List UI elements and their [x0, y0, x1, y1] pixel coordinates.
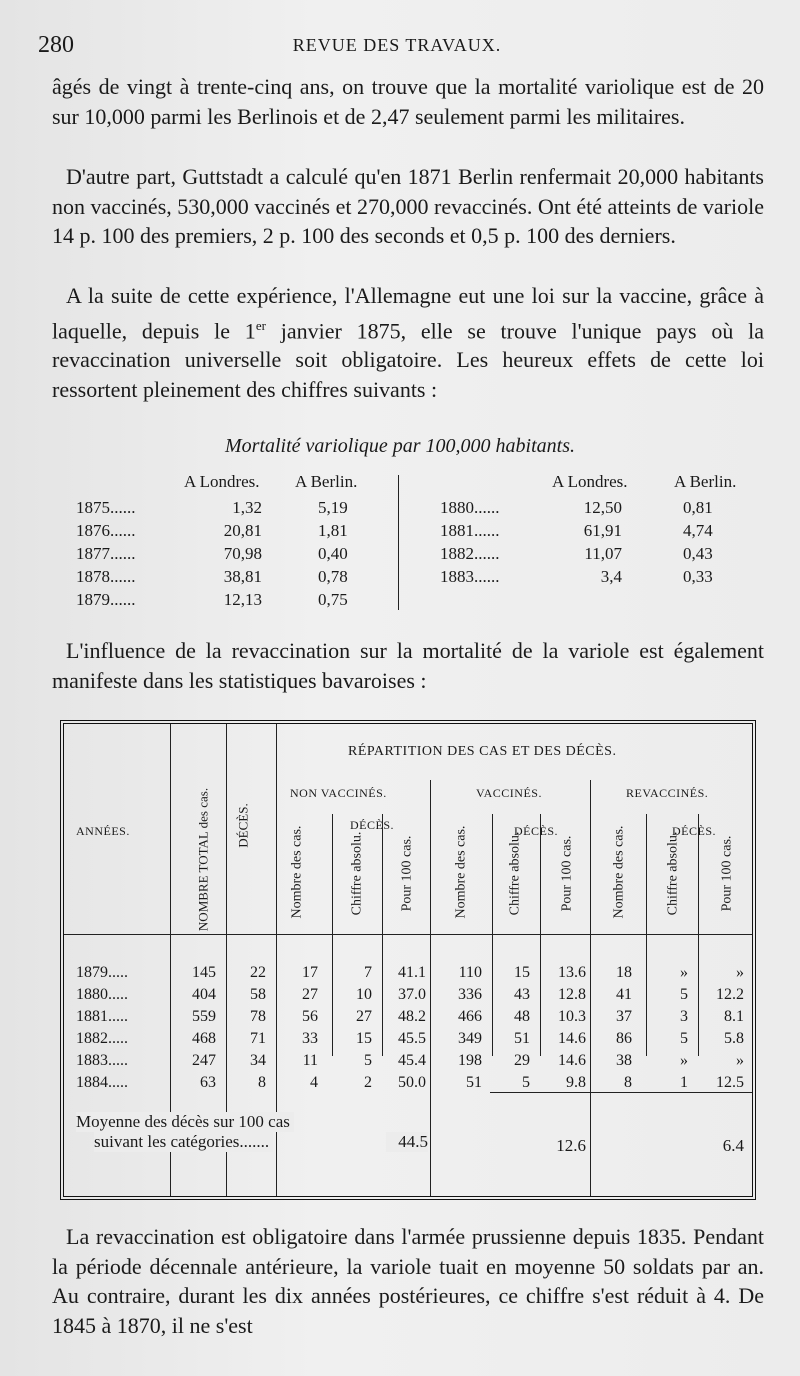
vac-pct-header: Pour 100 cas. [559, 835, 575, 912]
vac-cases: 349 [458, 1030, 482, 1047]
london-value: 1,32 [232, 498, 262, 517]
superscript-er: er [255, 317, 266, 333]
rev-cases: 86 [616, 1030, 632, 1047]
london-value: 12,50 [583, 498, 622, 517]
left-header-berlin: A Berlin. [295, 472, 358, 491]
london-value: 61,91 [583, 521, 622, 540]
vac-abs-header: Chiffre absolu. [507, 831, 523, 916]
total: 247 [192, 1052, 216, 1069]
average-label-line1: Moyenne des décès sur 100 cas [76, 1112, 294, 1132]
vac-abs: 15 [514, 964, 530, 981]
deaths-header: DÉCÈS. [235, 803, 251, 848]
rule [382, 814, 383, 1056]
table-divider [398, 475, 399, 610]
vac-cases: 51 [466, 1074, 482, 1091]
rev-pct: » [736, 964, 744, 981]
group-non-vaccinated: NON VACCINÉS. [290, 786, 387, 800]
berlin-value: 0,78 [318, 567, 348, 586]
berlin-value: 0,43 [683, 544, 713, 563]
deaths: 58 [250, 986, 266, 1003]
vac-pct: 13.6 [558, 964, 586, 981]
london-value: 12,13 [223, 590, 262, 609]
distribution-title: RÉPARTITION DES CAS ET DES DÉCÈS. [348, 744, 617, 759]
page-number: 280 [38, 32, 74, 58]
year: 1878...... [76, 567, 136, 586]
group-vaccinated: VACCINÉS. [476, 786, 542, 800]
paragraph-1: âgés de vingt à trente-cinq ans, on trouve que la mortalité variolique est de 20 sur 10,000 parmi les Berlinois et de 2,47 seulement parmi les militaires. [52, 74, 764, 129]
paragraph-3-text-a: A la suite de cette expérience, l'Allemagne eut une loi sur la vaccine, grâce à laquelle, depuis le 1 [52, 283, 764, 343]
berlin-value: 1,81 [318, 521, 348, 540]
total: 63 [200, 1074, 216, 1091]
rev-pct: 8.1 [724, 1008, 744, 1025]
non-cases: 4 [310, 1074, 318, 1091]
vac-abs: 29 [514, 1052, 530, 1069]
non-pct-header: Pour 100 cas. [399, 835, 415, 912]
rev-cases-header: Nombre des cas. [611, 825, 627, 919]
non-cases: 33 [302, 1030, 318, 1047]
right-header-london: A Londres. [552, 472, 628, 491]
total: 145 [192, 964, 216, 981]
year: 1875...... [76, 498, 136, 517]
mortality-caption: Mortalité variolique par 100,000 habitants. [225, 435, 575, 457]
year: 1882...... [440, 544, 500, 563]
berlin-value: 0,40 [318, 544, 348, 563]
deaths: 34 [250, 1052, 266, 1069]
vac-cases-header: Nombre des cas. [453, 825, 469, 919]
paragraph-3-text-b: janvier 1875, elle se trouve l'unique pays où la revaccination universelle soit obligatoire. Les heureux effets de cette loi ressortent pleinement des chiffres suivants : [52, 317, 764, 402]
non-pct: 50.0 [398, 1074, 426, 1091]
berlin-value: 0,75 [318, 590, 348, 609]
mortality-table [0, 470, 800, 615]
paragraph-3 [52, 281, 764, 404]
non-abs: 10 [356, 986, 372, 1003]
non-pct: 45.4 [398, 1052, 426, 1069]
rev-deaths-subheader: DÉCÈS. [672, 824, 717, 838]
paragraph-2: D'autre part, Guttstadt a calculé qu'en 1871 Berlin renfermait 20,000 habitants non vaccinés, 530,000 vaccinés et 270,000 revaccinés. Ont été atteints de variole 14 p. 100 des premiers, 2 p. 100 des seconds et 0,5 p. 100 des derniers. [52, 164, 764, 248]
year: 1880..... [76, 986, 128, 1003]
vac-cases: 198 [458, 1052, 482, 1069]
vac-cases: 110 [458, 964, 482, 981]
year: 1884..... [76, 1074, 128, 1091]
deaths: 22 [250, 964, 266, 981]
vac-pct: 14.6 [558, 1052, 586, 1069]
total-cases-header: NOMBRE TOTAL des cas. [195, 787, 211, 932]
rev-pct-header: Pour 100 cas. [719, 835, 735, 912]
berlin-value: 5,19 [318, 498, 348, 517]
deaths: 8 [258, 1074, 266, 1091]
right-header-berlin: A Berlin. [674, 472, 737, 491]
non-deaths-subheader: DÉCÈS. [350, 818, 395, 832]
rev-cases: 18 [616, 964, 632, 981]
rev-pct: 12.2 [716, 986, 744, 1003]
vac-abs: 51 [514, 1030, 530, 1047]
vac-cases: 336 [458, 986, 482, 1003]
rev-abs: 5 [680, 1030, 688, 1047]
year: 1877...... [76, 544, 136, 563]
deaths: 78 [250, 1008, 266, 1025]
non-abs: 7 [364, 964, 372, 981]
rule [646, 814, 647, 1056]
year: 1883...... [440, 567, 500, 586]
non-cases: 56 [302, 1008, 318, 1025]
non-pct: 41.1 [398, 964, 426, 981]
average-revaccinated: 6.4 [722, 1136, 744, 1155]
paragraph-5: La revaccination est obligatoire dans l'armée prussienne depuis 1835. Pendant la période décennale antérieure, la variole tuait en moyenne 50 soldats par an. Au contraire, durant les dix années postérieures, ce chiffre s'est réduit à 4. De 1845 à 1870, il ne s'est [52, 1224, 764, 1338]
total: 468 [192, 1030, 216, 1047]
non-pct: 48.2 [398, 1008, 426, 1025]
vac-abs: 43 [514, 986, 530, 1003]
total: 559 [192, 1008, 216, 1025]
non-abs: 15 [356, 1030, 372, 1047]
running-title: REVUE DES TRAVAUX. [292, 35, 502, 55]
header-rule [64, 934, 752, 935]
years-header: ANNÉES. [76, 824, 130, 838]
average-non-vaccinated: 44.5 [386, 1132, 428, 1152]
left-header-london: A Londres. [184, 472, 260, 491]
vac-pct: 14.6 [558, 1030, 586, 1047]
bavarian-table [60, 720, 756, 1200]
vac-pct: 10.3 [558, 1008, 586, 1025]
rule [698, 814, 699, 1056]
non-abs: 27 [356, 1008, 372, 1025]
rev-pct: 5.8 [724, 1030, 744, 1047]
year: 1880...... [440, 498, 500, 517]
rule [492, 814, 493, 1056]
rev-cases: 8 [624, 1074, 632, 1091]
average-label-line2: suivant les catégories....... [94, 1132, 273, 1152]
vac-cases: 466 [458, 1008, 482, 1025]
paragraph-4: L'influence de la revaccination sur la mortalité de la variole est également manifeste dans les statistiques bavaroises : [52, 638, 764, 693]
vac-abs: 48 [514, 1008, 530, 1025]
year: 1882..... [76, 1030, 128, 1047]
page-header [34, 32, 760, 62]
berlin-value: 0,81 [683, 498, 713, 517]
rule [590, 780, 591, 1196]
vac-pct: 12.8 [558, 986, 586, 1003]
vac-deaths-subheader: DÉCÈS. [514, 824, 559, 838]
rev-pct: 12.5 [716, 1074, 744, 1091]
total: 404 [192, 986, 216, 1003]
rev-cases: 41 [616, 986, 632, 1003]
berlin-value: 0,33 [683, 567, 713, 586]
non-cases-header: Nombre des cas. [289, 825, 305, 919]
vac-pct: 9.8 [566, 1074, 586, 1091]
rev-pct: » [736, 1052, 744, 1069]
rule [332, 814, 333, 1056]
vac-abs: 5 [522, 1074, 530, 1091]
non-abs-header: Chiffre absolu. [349, 831, 365, 916]
rev-abs: 3 [680, 1008, 688, 1025]
year: 1881...... [440, 521, 500, 540]
london-value: 3,4 [600, 567, 622, 586]
london-value: 38,81 [223, 567, 262, 586]
average-vaccinated: 12.6 [556, 1136, 586, 1155]
london-value: 20,81 [223, 521, 262, 540]
year: 1879..... [76, 964, 128, 981]
rev-abs: » [680, 964, 688, 981]
london-value: 11,07 [584, 544, 622, 563]
rev-cases: 37 [616, 1008, 632, 1025]
rev-cases: 38 [616, 1052, 632, 1069]
non-pct: 37.0 [398, 986, 426, 1003]
non-cases: 27 [302, 986, 318, 1003]
non-abs: 5 [364, 1052, 372, 1069]
non-pct: 45.5 [398, 1030, 426, 1047]
rev-abs: 1 [680, 1074, 688, 1091]
group-revaccinated: REVACCINÉS. [626, 786, 709, 800]
year: 1876...... [76, 521, 136, 540]
deaths: 71 [250, 1030, 266, 1047]
rev-abs-header: Chiffre absolu. [665, 831, 681, 916]
non-abs: 2 [364, 1074, 372, 1091]
rev-abs: 5 [680, 986, 688, 1003]
year: 1883..... [76, 1052, 128, 1069]
non-cases: 17 [302, 964, 318, 981]
berlin-value: 4,74 [683, 521, 713, 540]
rev-abs: » [680, 1052, 688, 1069]
year: 1881..... [76, 1008, 128, 1025]
non-cases: 11 [302, 1052, 318, 1069]
rule [430, 780, 431, 1196]
avg-rule [490, 1092, 752, 1093]
rule [540, 814, 541, 1056]
year: 1879...... [76, 590, 136, 609]
london-value: 70,98 [223, 544, 262, 563]
